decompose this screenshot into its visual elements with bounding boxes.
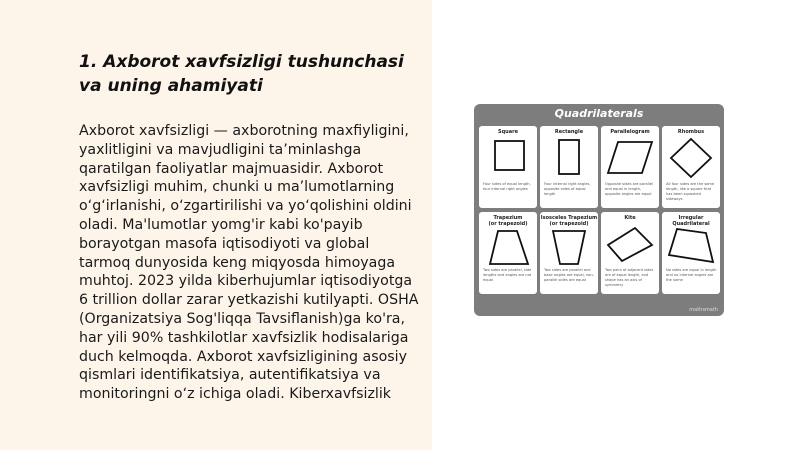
- card-desc: No sides are equal in length and no internal angles are the same: [666, 268, 717, 282]
- card-desc: Two sides are parallel, side lengths and angles are not equal: [483, 268, 532, 282]
- card-rectangle: [540, 126, 598, 208]
- card-isosceles-trapezium: [540, 212, 598, 294]
- section-paragraph: Axborot xavfsizligi — axborotning maxfiyligini, yaxlitligini va mavjudligini ta’minlashga qaratilgan faoliyatlar majmuasidir. Axborot xavfsizligi muhim, chunki u ma’lumotlarning o‘g‘irlanishi, o‘zgartirilishi va yo‘qolishini oldini oladi. Ma'lumotlar yomg'ir kabi ko'payib borayotgan masofa iqtisodiyoti va global tarmoq dunyosida keng miqyosda himoyaga muhtoj. 2023 yilda kiberhujumlar iqtisodiyotga 6 trillion dollar zarar yetkazishi kutilyapti. OSHA (Organizatsiya Sog'liqqa Tavsiflanish)ga ko'ra, har yili 90% tashkilotlar xavfsizlik hodisalariga duch kelmoqda. Axborot xavfsizligining asosiy qismlari identifikatsiya, autentifikatsiya va monitoringni o‘z ichiga oladi. Kiberxavfsizlik: [79, 123, 419, 403]
- card-desc: All four sides are the same length, like a square that has been squashed sideways: [666, 182, 715, 201]
- card-desc: Two sides are parallel and base angles are equal, non-parallel sides are equal: [544, 268, 594, 282]
- card-name: Rectangle: [554, 129, 584, 135]
- card-desc: Opposite sides are parallel and equal in length, opposite angles are equal: [605, 182, 653, 196]
- card-rhombus: [662, 126, 720, 208]
- figure-title: Quadrilaterals: [554, 107, 644, 120]
- card-desc: Four sides of equal length, four internal right angles: [483, 182, 531, 191]
- card-parallelogram: [601, 126, 659, 208]
- card-desc: Four internal right angles, opposite sides of equal length: [544, 182, 591, 196]
- card-trapezium: [479, 212, 537, 294]
- card-name: Isosceles Trapezium (or trapezoid): [540, 215, 598, 227]
- card-name: Rhombus: [677, 129, 705, 135]
- card-kite: [601, 212, 659, 294]
- card-name: Kite: [624, 215, 636, 221]
- quadrilaterals-figure: [474, 104, 724, 316]
- section-title: 1. Axborot xavfsizligi tushunchasi va uning ahamiyati: [79, 52, 404, 96]
- card-name: Square: [498, 129, 518, 135]
- card-name: Trapezium (or trapezoid): [488, 215, 528, 227]
- card-square: [479, 126, 537, 208]
- card-name: Parallelogram: [610, 129, 650, 135]
- card-name: Irregular Quadrilateral: [672, 215, 710, 227]
- brand-logo: mathsmath: [689, 307, 718, 313]
- card-irregular-quadrilateral: [662, 212, 720, 294]
- square-shape: [479, 126, 537, 208]
- card-desc: Two pairs of adjacent sides are of equal length, and shape has an axis of symmetry: [605, 268, 654, 287]
